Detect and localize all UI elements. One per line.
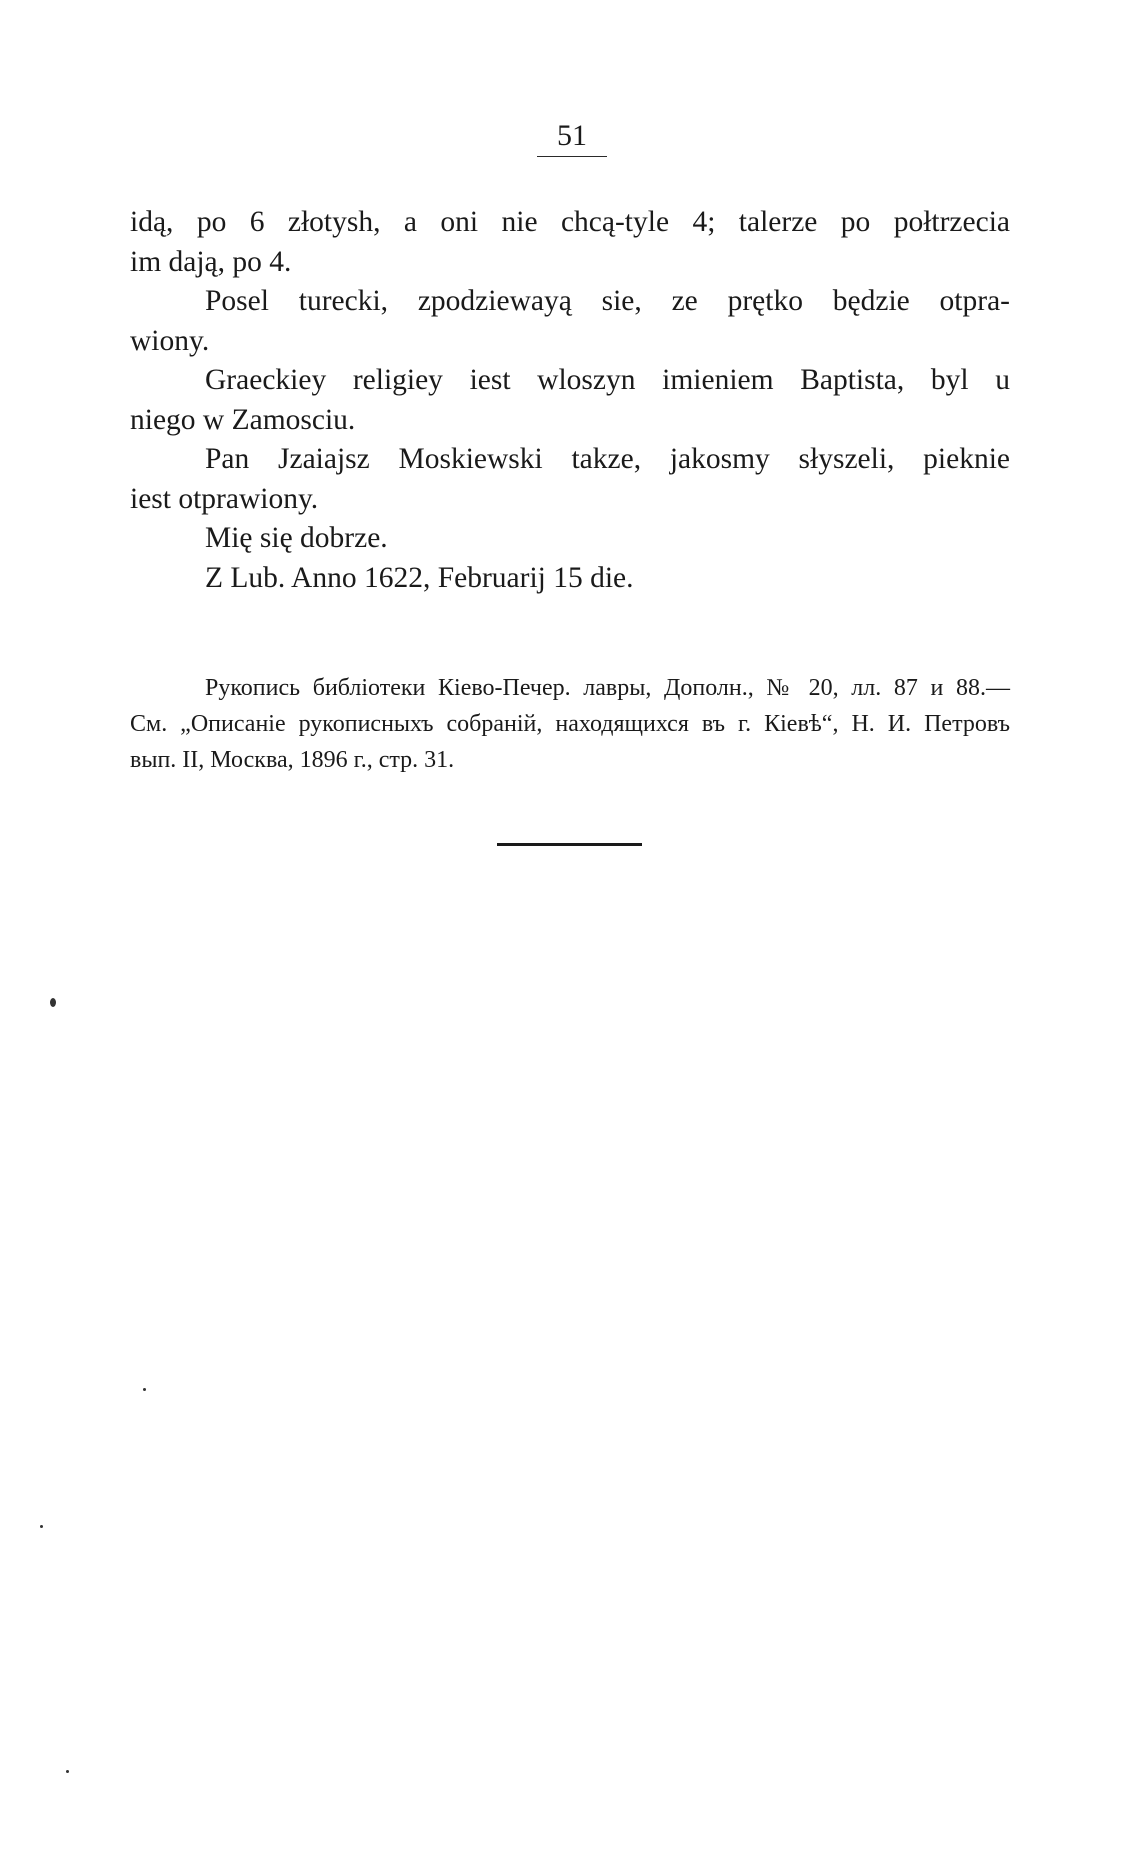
text-line: Posel turecki, zpodziewayą sie, ze prętko będzie otpra- — [205, 285, 1010, 317]
note-line: вып. II, Москва, 1896 г., стр. 31. — [130, 747, 455, 773]
closing-rule — [497, 843, 642, 846]
text-line: niego w Zamosciu. — [130, 403, 356, 436]
source-note — [130, 670, 1010, 778]
note-line: См. „Описаніе рукописныхъ собраній, находящихся въ г. Кіевѣ“, Н. И. Петровъ — [130, 711, 1010, 737]
text-line: iest otprawiony. — [130, 482, 319, 515]
scan-speck — [143, 1388, 146, 1391]
text-line: Mię się dobrze. — [205, 522, 388, 554]
text-line: idą, po 6 złotysh, a oni nie chcą-tyle 4; talerze po połtrzecia — [130, 206, 1010, 238]
text-line: wiony. — [130, 324, 210, 357]
scan-speck — [40, 1525, 43, 1528]
page-number: 51 — [537, 118, 607, 157]
text-line: Graeckiey religiey iest wloszyn imieniem Baptista, byl u — [205, 364, 1010, 396]
scan-speck — [66, 1770, 69, 1773]
date-line: Z Lub. Anno 1622, Februarij 15 die. — [205, 561, 634, 594]
note-line: Рукопись библіотеки Кіево-Печер. лавры, Дополн., № 20, лл. 87 и 88.— — [205, 675, 1010, 701]
letter-text — [130, 203, 1010, 598]
text-line: Pan Jzaiajsz Moskiewski takze, jakosmy słyszeli, pieknie — [205, 443, 1010, 475]
text-line: im dają, po 4. — [130, 245, 292, 278]
scan-speck — [50, 998, 56, 1007]
